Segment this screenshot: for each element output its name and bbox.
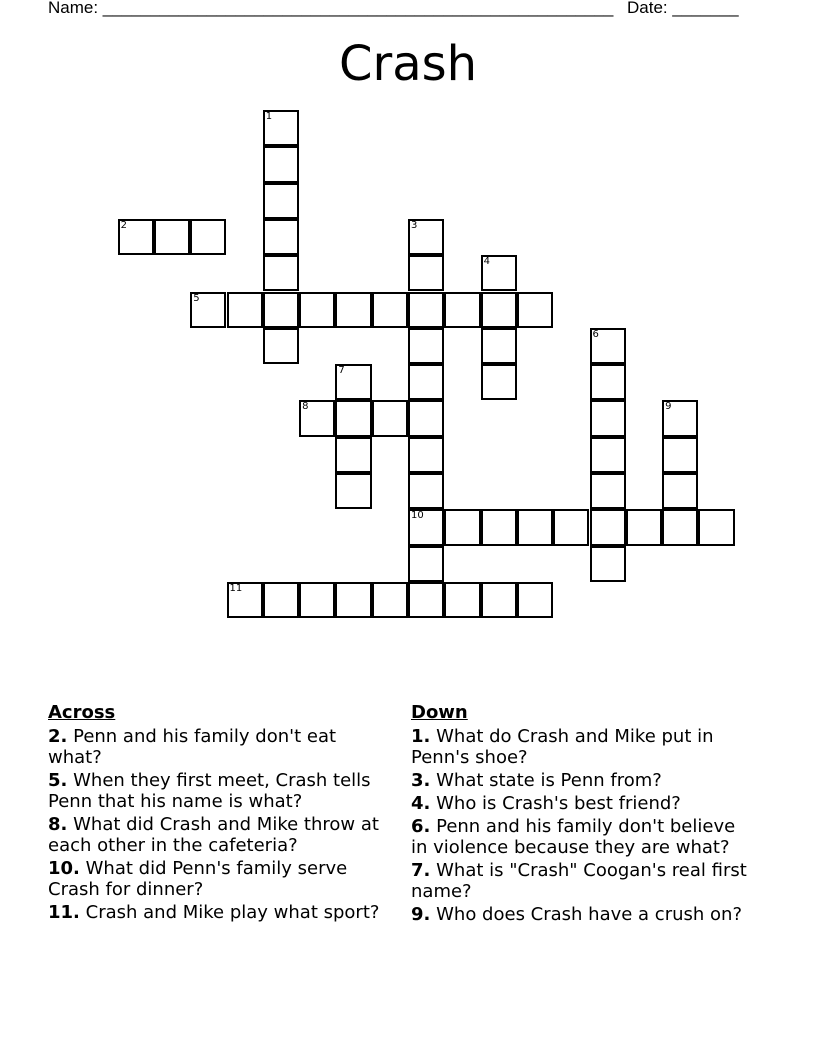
crossword-cell[interactable] — [444, 509, 480, 545]
crossword-cell[interactable] — [299, 400, 335, 436]
crossword-cell[interactable] — [335, 400, 371, 436]
down-clue — [411, 770, 756, 791]
crossword-cell[interactable] — [408, 400, 444, 436]
crossword-cell[interactable] — [154, 219, 190, 255]
crossword-cell[interactable] — [408, 219, 444, 255]
crossword-cell[interactable] — [590, 328, 626, 364]
crossword-cell[interactable] — [299, 582, 335, 618]
crossword-cell[interactable] — [444, 582, 480, 618]
clue-number-label: 1 — [265, 111, 273, 122]
crossword-cell[interactable] — [263, 110, 299, 146]
crossword-cell[interactable] — [590, 509, 626, 545]
clue-text: Penn and his family don't eat what? — [48, 726, 337, 768]
crossword-cell[interactable] — [444, 292, 480, 328]
across-clue — [48, 902, 393, 923]
crossword-cell[interactable] — [263, 219, 299, 255]
down-clue — [411, 726, 756, 768]
crossword-cell[interactable] — [408, 582, 444, 618]
crossword-cell[interactable] — [227, 582, 263, 618]
crossword-cell[interactable] — [263, 292, 299, 328]
crossword-cell[interactable] — [517, 509, 553, 545]
puzzle-title: Crash — [338, 36, 478, 92]
crossword-cell[interactable] — [263, 255, 299, 291]
crossword-cell[interactable] — [481, 509, 517, 545]
clue-text: Penn and his family don't believe in violence because they are what? — [411, 816, 736, 858]
crossword-cell[interactable] — [408, 292, 444, 328]
clue-number-label: 7 — [338, 365, 345, 377]
clue-number-label: 10 — [411, 510, 424, 522]
clue-number-label: 9 — [665, 401, 672, 413]
down-clue — [411, 904, 756, 925]
clue-number: 10. — [48, 858, 80, 879]
crossword-cell[interactable] — [335, 292, 371, 328]
crossword-cell[interactable] — [372, 400, 408, 436]
clue-text: Crash and Mike play what sport? — [85, 902, 380, 923]
crossword-cell[interactable] — [190, 292, 226, 328]
across-clues — [48, 702, 393, 925]
clue-number-label: 2 — [120, 219, 127, 231]
clue-number: 4. — [411, 793, 431, 814]
crossword-cell[interactable] — [408, 509, 444, 545]
crossword-cell[interactable] — [408, 546, 444, 582]
across-heading: Across — [48, 702, 116, 723]
clue-number-label: 6 — [592, 328, 599, 340]
clue-text: When they first meet, Crash tells Penn that his name is what? — [48, 770, 371, 812]
crossword-cell[interactable] — [408, 328, 444, 364]
crossword-cell[interactable] — [118, 219, 154, 255]
clue-number-label: 11 — [229, 582, 243, 594]
crossword-cell[interactable] — [662, 509, 698, 545]
clue-number-label: 5 — [193, 292, 200, 304]
clue-number: 3. — [411, 770, 431, 791]
clue-number: 11. — [48, 902, 80, 923]
crossword-cell[interactable] — [662, 437, 698, 473]
down-heading: Down — [411, 702, 468, 723]
clue-number: 1. — [411, 726, 431, 747]
clue-text: What did Penn's family serve Crash for dinner? — [48, 858, 348, 900]
crossword-cell[interactable] — [481, 255, 517, 291]
crossword-cell[interactable] — [590, 473, 626, 509]
crossword-cell[interactable] — [481, 328, 517, 364]
crossword-cell[interactable] — [263, 183, 299, 219]
crossword-cell[interactable] — [698, 509, 734, 545]
crossword-cell[interactable] — [335, 364, 371, 400]
crossword-cell[interactable] — [408, 437, 444, 473]
across-clue — [48, 858, 393, 900]
clue-number: 2. — [48, 726, 68, 747]
crossword-cell[interactable] — [372, 582, 408, 618]
clue-number: 6. — [411, 816, 431, 837]
clue-number-label: 8 — [302, 401, 309, 413]
crossword-cell[interactable] — [590, 364, 626, 400]
date-field-label: Date: _______ — [627, 0, 739, 17]
across-clue — [48, 770, 393, 812]
crossword-cell[interactable] — [662, 473, 698, 509]
crossword-cell[interactable] — [372, 292, 408, 328]
clue-text: Who does Crash have a crush on? — [436, 904, 742, 925]
crossword-cell[interactable] — [662, 400, 698, 436]
crossword-cell[interactable] — [263, 582, 299, 618]
down-clue — [411, 793, 756, 814]
across-clue — [48, 726, 393, 768]
crossword-cell[interactable] — [590, 400, 626, 436]
crossword-cell[interactable] — [335, 437, 371, 473]
crossword-cell[interactable] — [517, 582, 553, 618]
clue-text: What do Crash and Mike put in Penn's shoe? — [411, 726, 714, 768]
crossword-cell[interactable] — [335, 473, 371, 509]
crossword-cell[interactable] — [481, 364, 517, 400]
clue-text: What state is Penn from? — [436, 770, 662, 791]
clue-number-label: 4 — [483, 256, 490, 268]
down-clues — [411, 702, 756, 927]
crossword-cell[interactable] — [517, 292, 553, 328]
crossword-cell[interactable] — [263, 328, 299, 364]
crossword-cell[interactable] — [553, 509, 589, 545]
clue-number-label: 3 — [411, 219, 418, 231]
clue-number: 8. — [48, 814, 68, 835]
crossword-cell[interactable] — [481, 292, 517, 328]
crossword-cell[interactable] — [626, 509, 662, 545]
across-clue — [48, 814, 393, 856]
crossword-cell[interactable] — [408, 364, 444, 400]
crossword-cell[interactable] — [590, 437, 626, 473]
clue-number: 9. — [411, 904, 431, 925]
crossword-cell[interactable] — [299, 292, 335, 328]
down-clue — [411, 860, 756, 902]
clue-number: 5. — [48, 770, 68, 791]
crossword-cell[interactable] — [335, 582, 371, 618]
name-field-label: Name: ______________________________________________________ — [48, 0, 614, 17]
clue-number: 7. — [411, 860, 431, 881]
down-clue — [411, 816, 756, 858]
crossword-cell[interactable] — [263, 146, 299, 182]
crossword-cell[interactable] — [408, 255, 444, 291]
crossword-cell[interactable] — [590, 546, 626, 582]
crossword-cell[interactable] — [481, 582, 517, 618]
clue-text: What did Crash and Mike throw at each other in the cafeteria? — [48, 814, 379, 856]
clue-text: What is "Crash" Coogan's real first name? — [411, 860, 747, 902]
clue-text: Who is Crash's best friend? — [436, 793, 681, 814]
crossword-cell[interactable] — [190, 219, 226, 255]
crossword-cell[interactable] — [227, 292, 263, 328]
crossword-cell[interactable] — [408, 473, 444, 509]
